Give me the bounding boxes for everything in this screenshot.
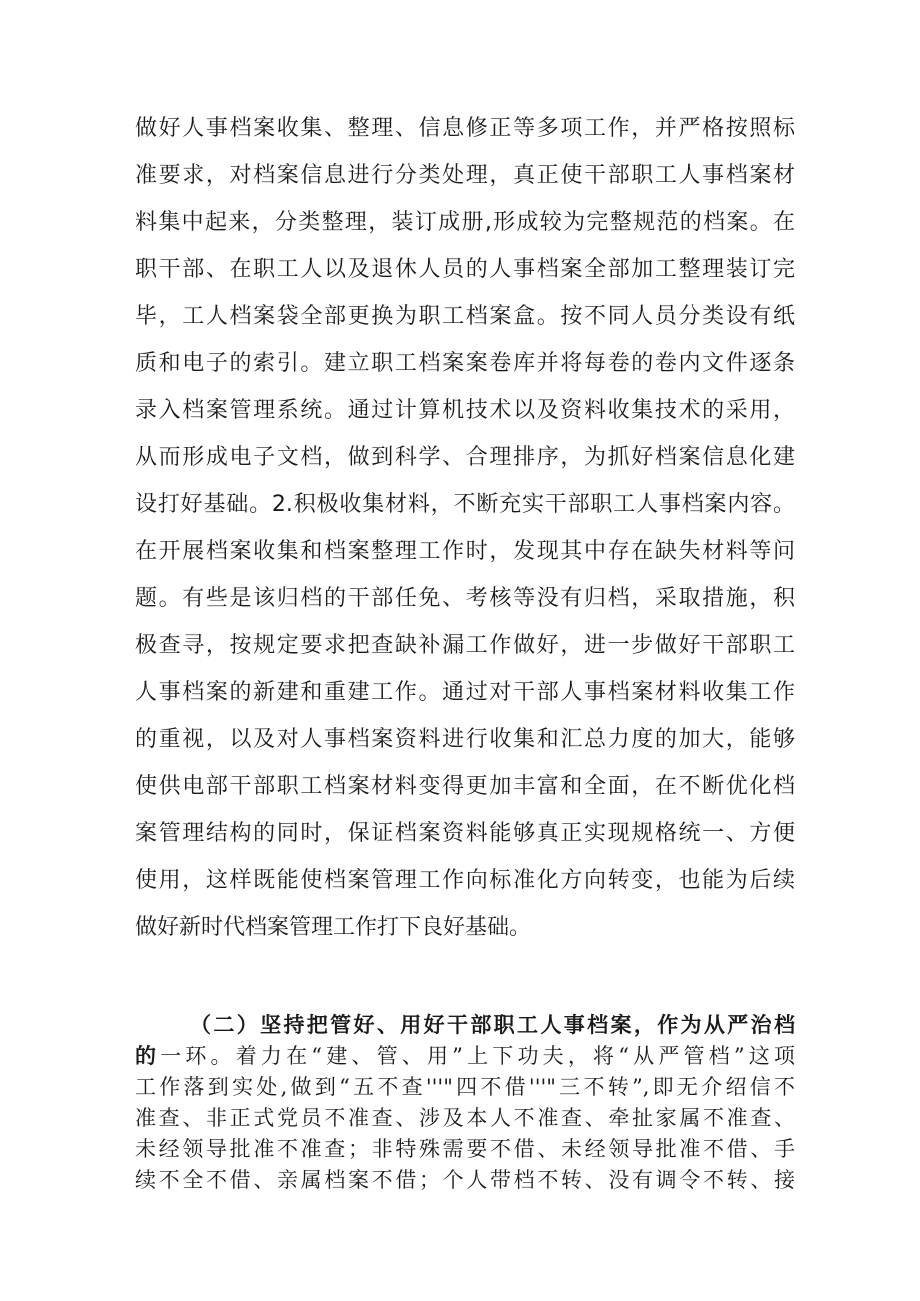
paragraph-line: 极查寻，按规定要求把查缺补漏工作做好，进一步做好干部职工 (135, 633, 795, 658)
paragraph-line: 准查、非正式党员不准查、涉及本人不准查、牵扯家属不准查、 (135, 1106, 795, 1130)
paragraph-line: 做好人事档案收集、整理、信息修正等多项工作，并严格按照标 (135, 116, 795, 141)
paragraph-line: 未经领导批准不准查；非特殊需要不借、未经领导批准不借、手 (135, 1137, 795, 1161)
paragraph-line: 工作落到实处,做到“五不查'''"四不借'''"三不转”,即无介绍信不 (135, 1075, 795, 1099)
paragraph-line: 从而形成电子文档，做到科学、合理排序，为抓好档案信息化建 (135, 445, 795, 470)
paragraph-line: 题。有些是该归档的干部任免、考核等没有归档，采取措施，积 (135, 586, 795, 611)
paragraph-line: 做好新时代档案管理工作打下良好基础。 (135, 915, 532, 940)
paragraph-line (135, 1042, 795, 1070)
paragraph-line: 职干部、在职工人以及退休人员的人事档案全部加工整理装订完 (135, 257, 795, 282)
heading-continuation: 的 (135, 1043, 161, 1068)
paragraph-line: 案管理结构的同时，保证档案资料能够真正实现规格统一、方便 (135, 821, 795, 846)
paragraph-line: 准要求，对档案信息进行分类处理，真正使干部职工人事档案材 (135, 163, 795, 188)
paragraph-line: 的重视，以及对人事档案资料进行收集和汇总力度的加大，能够 (135, 727, 795, 752)
paragraph-line: 在开展档案收集和档案整理工作时，发现其中存在缺失材料等问 (135, 539, 795, 564)
paragraph-line: 毕，工人档案袋全部更换为职工档案盒。按不同人员分类设有纸 (135, 304, 795, 329)
paragraph-line: 人事档案的新建和重建工作。通过对干部人事档案材料收集工作 (135, 680, 795, 705)
paragraph-line: 使供电部干部职工档案材料变得更加丰富和全面，在不断优化档 (135, 774, 795, 799)
section-heading: （二）坚持把管好、用好干部职工人事档案，作为从严治档 (190, 1012, 795, 1037)
paragraph-line-rest: 一环。着力在“建、管、用”上下功夫，将“从严管档”这项 (160, 1044, 795, 1068)
paragraph-line: 质和电子的索引。建立职工档案案卷库并将每卷的卷内文件逐条 (135, 351, 795, 376)
paragraph-line: 设打好基础。2.积极收集材料，不断充实干部职工人事档案内容。 (135, 492, 795, 517)
paragraph-line: 使用，这样既能使档案管理工作向标准化方向转变，也能为后续 (135, 868, 795, 893)
paragraph-line: 料集中起来，分类整理，装订成册,形成较为完整规范的档案。在 (135, 210, 795, 235)
paragraph-line: 录入档案管理系统。通过计算机技术以及资料收集技术的采用， (135, 398, 795, 423)
paragraph-line: 续不全不借、亲属档案不借；个人带档不转、没有调令不转、接 (135, 1168, 795, 1192)
